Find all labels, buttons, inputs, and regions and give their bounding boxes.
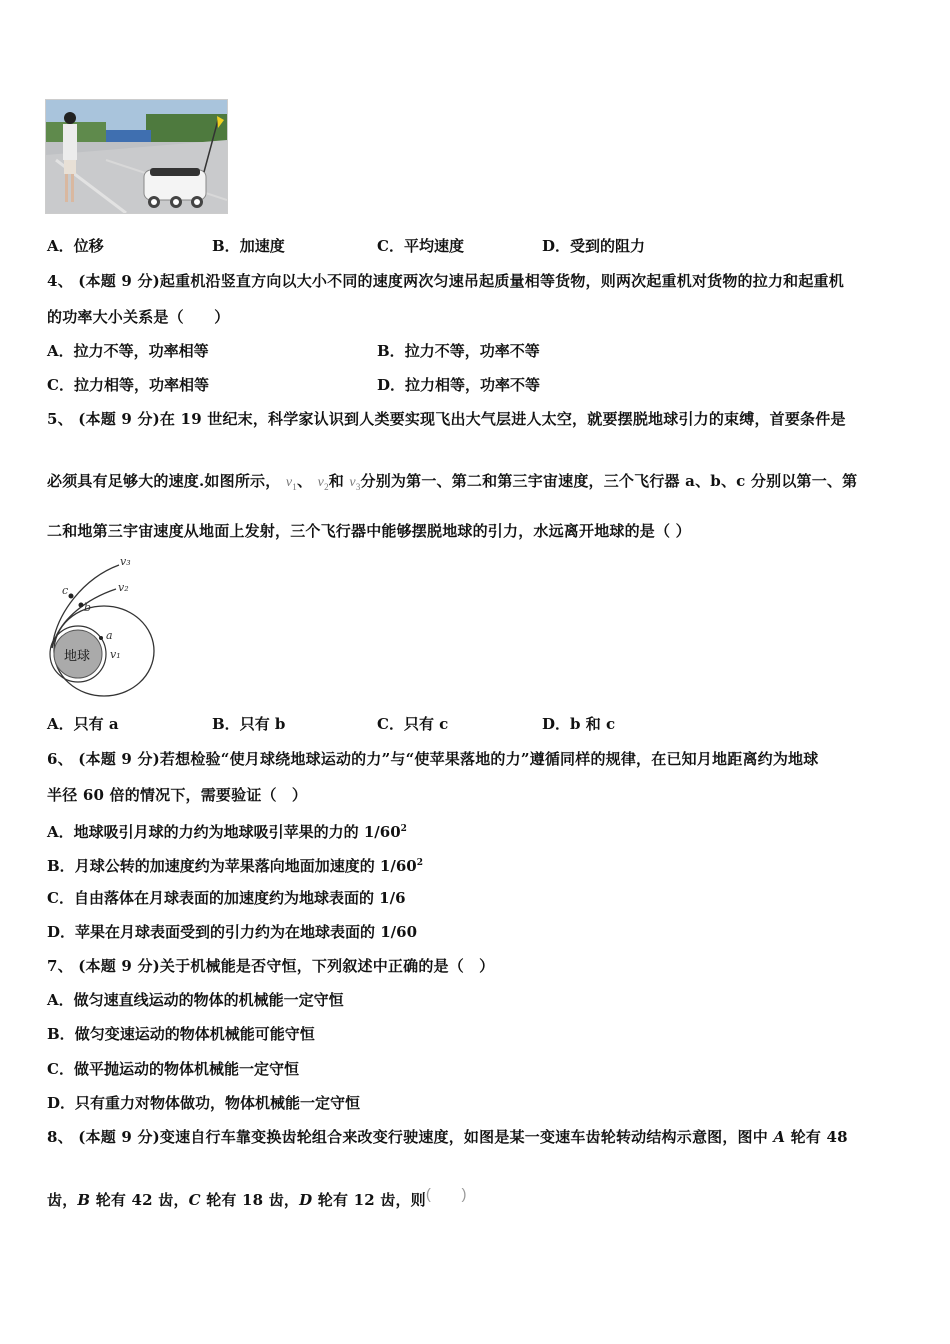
q7-option-a[interactable]: A．做匀速直线运动的物体的机械能一定守恒 bbox=[47, 991, 344, 1009]
q4-stem-line1: 4、 (本题 9 分)起重机沿竖直方向以大小不同的速度两次匀速吊起质量相等货物，则两次起重机对货物的拉力和起重机 bbox=[47, 272, 844, 290]
q3-option-b[interactable]: B．加速度 bbox=[212, 237, 285, 255]
q6-stem-line1: 6、 (本题 9 分)若想检验“使月球绕地球运动的力”与“使苹果落地的力”遵循同样的规律，在已知月地距离约为地球 bbox=[47, 750, 819, 768]
q5-stem-line2: 必须具有足够大的速度.如图所示， $v_1$、 $v_2$和 $v_3$分别为第一、第二和第三宇宙速度，三个飞行器 a、b、c 分别以第一、第 bbox=[47, 472, 858, 492]
q4-option-b[interactable]: B．拉力不等，功率不等 bbox=[377, 342, 540, 360]
q7-option-c[interactable]: C．做平抛运动的物体机械能一定守恒 bbox=[47, 1060, 299, 1078]
svg-text:a: a bbox=[106, 629, 113, 642]
q4-option-c[interactable]: C．拉力相等，功率相等 bbox=[47, 376, 209, 394]
v3-symbol: $v_3$ bbox=[349, 475, 361, 492]
q3-option-a[interactable]: A．位移 bbox=[47, 237, 104, 255]
v1-symbol: $v_1$ bbox=[285, 475, 297, 492]
q4-option-d[interactable]: D．拉力相等，功率不等 bbox=[377, 376, 541, 394]
q7-option-b[interactable]: B．做匀变速运动的物体机械能可能守恒 bbox=[47, 1025, 315, 1043]
q8-stem-line1: 8、 (本题 9 分)变速自行车靠变换齿轮组合来改变行驶速度，如图是某一变速车齿轮转动结构示意图，图中 A 轮有 48 bbox=[47, 1128, 848, 1146]
robot-delivery-photo bbox=[45, 99, 228, 214]
svg-text:b: b bbox=[84, 601, 92, 614]
q7-stem: 7、 (本题 9 分)关于机械能是否守恒，下列叙述中正确的是（ ） bbox=[47, 957, 495, 975]
earth-label: 地球 bbox=[64, 649, 91, 664]
q4-stem-line2: 的功率大小关系是（ ） bbox=[47, 308, 230, 326]
q5-stem-line3: 二和地第三宇宙速度从地面上发射，三个飞行器中能够摆脱地球的引力，水远离开地球的是（ ） bbox=[47, 522, 691, 540]
q5-option-d[interactable]: D．b 和 c bbox=[542, 715, 616, 733]
q6-option-d[interactable]: D．苹果在月球表面受到的引力约为在地球表面的 1/60 bbox=[47, 923, 418, 941]
q5-option-c[interactable]: C．只有 c bbox=[377, 715, 449, 733]
q3-option-d[interactable]: D．受到的阻力 bbox=[542, 237, 646, 255]
svg-text:v₃: v₃ bbox=[120, 555, 131, 568]
svg-text:c: c bbox=[62, 584, 69, 597]
q3-option-c[interactable]: C．平均速度 bbox=[377, 237, 464, 255]
q6-option-a[interactable]: A．地球吸引月球的力约为地球吸引苹果的力的 $1/60^2$ bbox=[47, 823, 407, 841]
q6-stem-line2: 半径 60 倍的情况下，需要验证（ ） bbox=[47, 786, 308, 804]
v2-symbol: $v_2$ bbox=[317, 475, 329, 492]
q5-option-a[interactable]: A．只有 a bbox=[47, 715, 119, 733]
q4-option-a[interactable]: A．拉力不等，功率相等 bbox=[47, 342, 209, 360]
q7-option-d[interactable]: D．只有重力对物体做功，物体机械能一定守恒 bbox=[47, 1094, 361, 1112]
answer-paren: ( ) bbox=[425, 1186, 467, 1203]
cosmic-velocity-diagram bbox=[44, 553, 159, 698]
svg-text:v₂: v₂ bbox=[118, 581, 129, 594]
svg-text:v₁: v₁ bbox=[110, 648, 121, 661]
q6-option-b[interactable]: B．月球公转的加速度约为苹果落向地面加速度的 $1/60^2$ bbox=[47, 857, 423, 875]
q8-stem-line2: 齿，B 轮有 42 齿，C 轮有 18 齿，D 轮有 12 齿，则( ) bbox=[47, 1186, 467, 1209]
q5-option-b[interactable]: B．只有 b bbox=[212, 715, 286, 733]
q5-stem-line1: 5、 (本题 9 分)在 19 世纪末，科学家认识到人类要实现飞出大气层进人太空，就要摆脱地球引力的束缚，首要条件是 bbox=[47, 410, 846, 428]
q6-option-c[interactable]: C．自由落体在月球表面的加速度约为地球表面的 1/6 bbox=[47, 889, 406, 907]
